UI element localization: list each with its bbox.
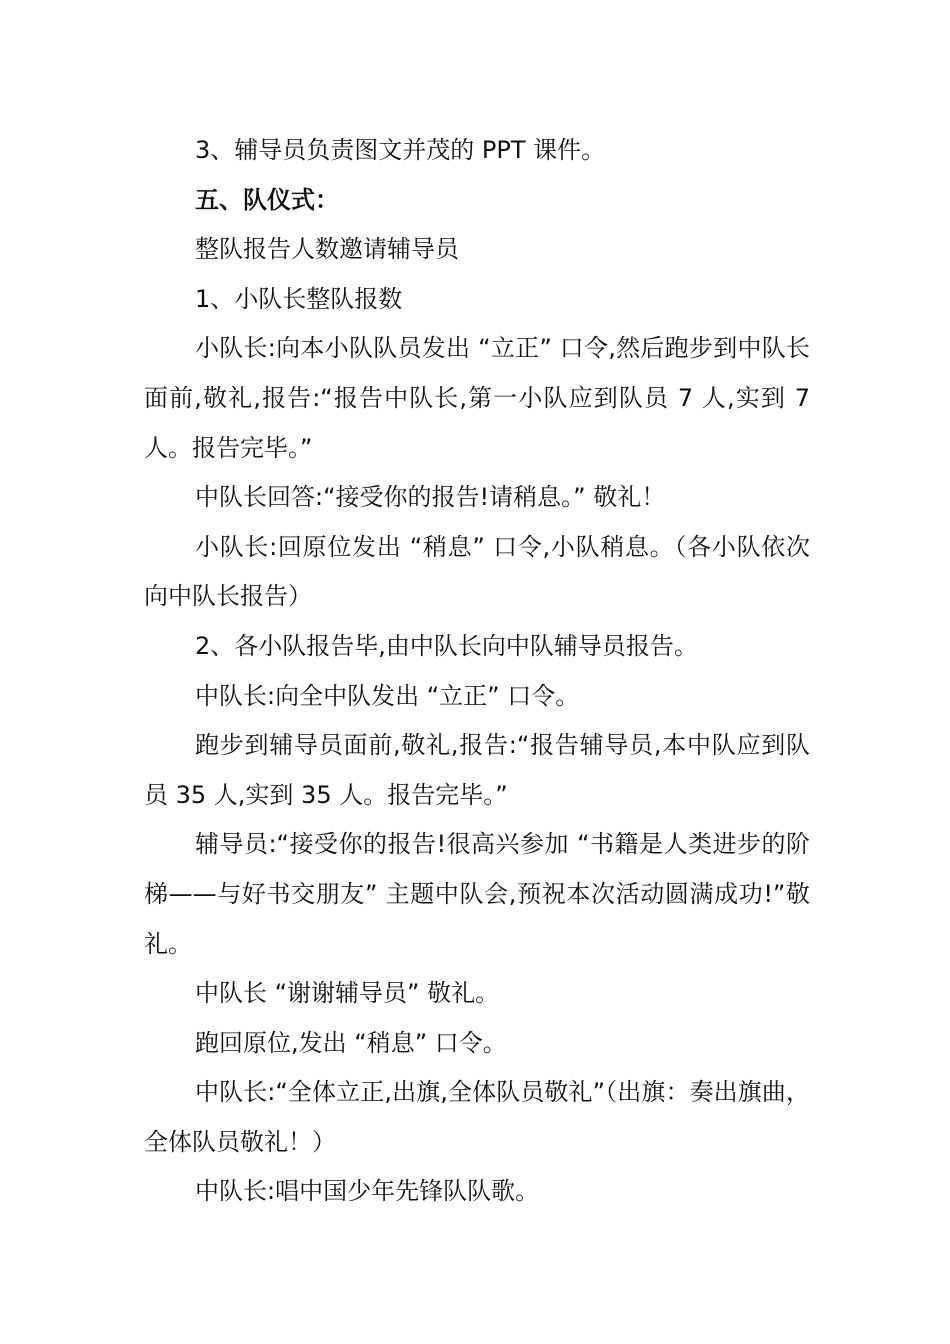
paragraph-flag-ceremony: 中队长:“全体立正,出旗,全体队员敬礼”（出旗：奏出旗曲，全体队员敬礼！）	[144, 1078, 810, 1156]
paragraph-squad-leader-return: 小队长:回原位发出 “稍息” 口令,小队稍息。（各小队依次向中队长报告）	[144, 532, 810, 611]
paragraph-counselor-reply: 辅导员:“接受你的报告!很高兴参加 “书籍是人类进步的阶梯——与好书交朋友” 主题中队会,预祝本次活动圆满成功!”敬礼。	[144, 830, 810, 958]
paragraph-anthem: 中队长:唱中国少年先锋队队歌。	[195, 1177, 540, 1206]
paragraph-assembly-intro: 整队报告人数邀请辅导员	[195, 235, 459, 264]
paragraph-captain-reply: 中队长回答:“接受你的报告!请稍息。” 敬礼！	[195, 483, 666, 512]
paragraph-ppt-duty: 3、辅导员负责图文并茂的 PPT 课件。	[195, 136, 606, 164]
paragraph-step-2: 2、各小队报告毕,由中队长向中队辅导员报告。	[195, 631, 698, 660]
paragraph-return-position: 跑回原位,发出 “稍息” 口令。	[195, 1028, 507, 1057]
paragraph-thanks: 中队长 “谢谢辅导员” 敬礼。	[195, 979, 500, 1008]
paragraph-step-1: 1、小队长整队报数	[195, 284, 403, 313]
paragraph-squad-leader-report: 小队长:向本小队队员发出 “立正” 口令,然后跑步到中队长面前,敬礼,报告:“报告中队长,第一小队应到队员 7 人,实到 7 人。报告完毕。”	[144, 334, 810, 462]
document-body	[144, 126, 810, 1217]
paragraph-report-to-counselor: 跑步到辅导员面前,敬礼,报告:“报告辅导员,本中队应到队员 35 人,实到 35 人。报告完毕。”	[144, 731, 810, 809]
paragraph-captain-command: 中队长:向全中队发出 “立正” 口令。	[195, 681, 580, 710]
section-heading-ceremony: 五、队仪式：	[195, 185, 339, 214]
